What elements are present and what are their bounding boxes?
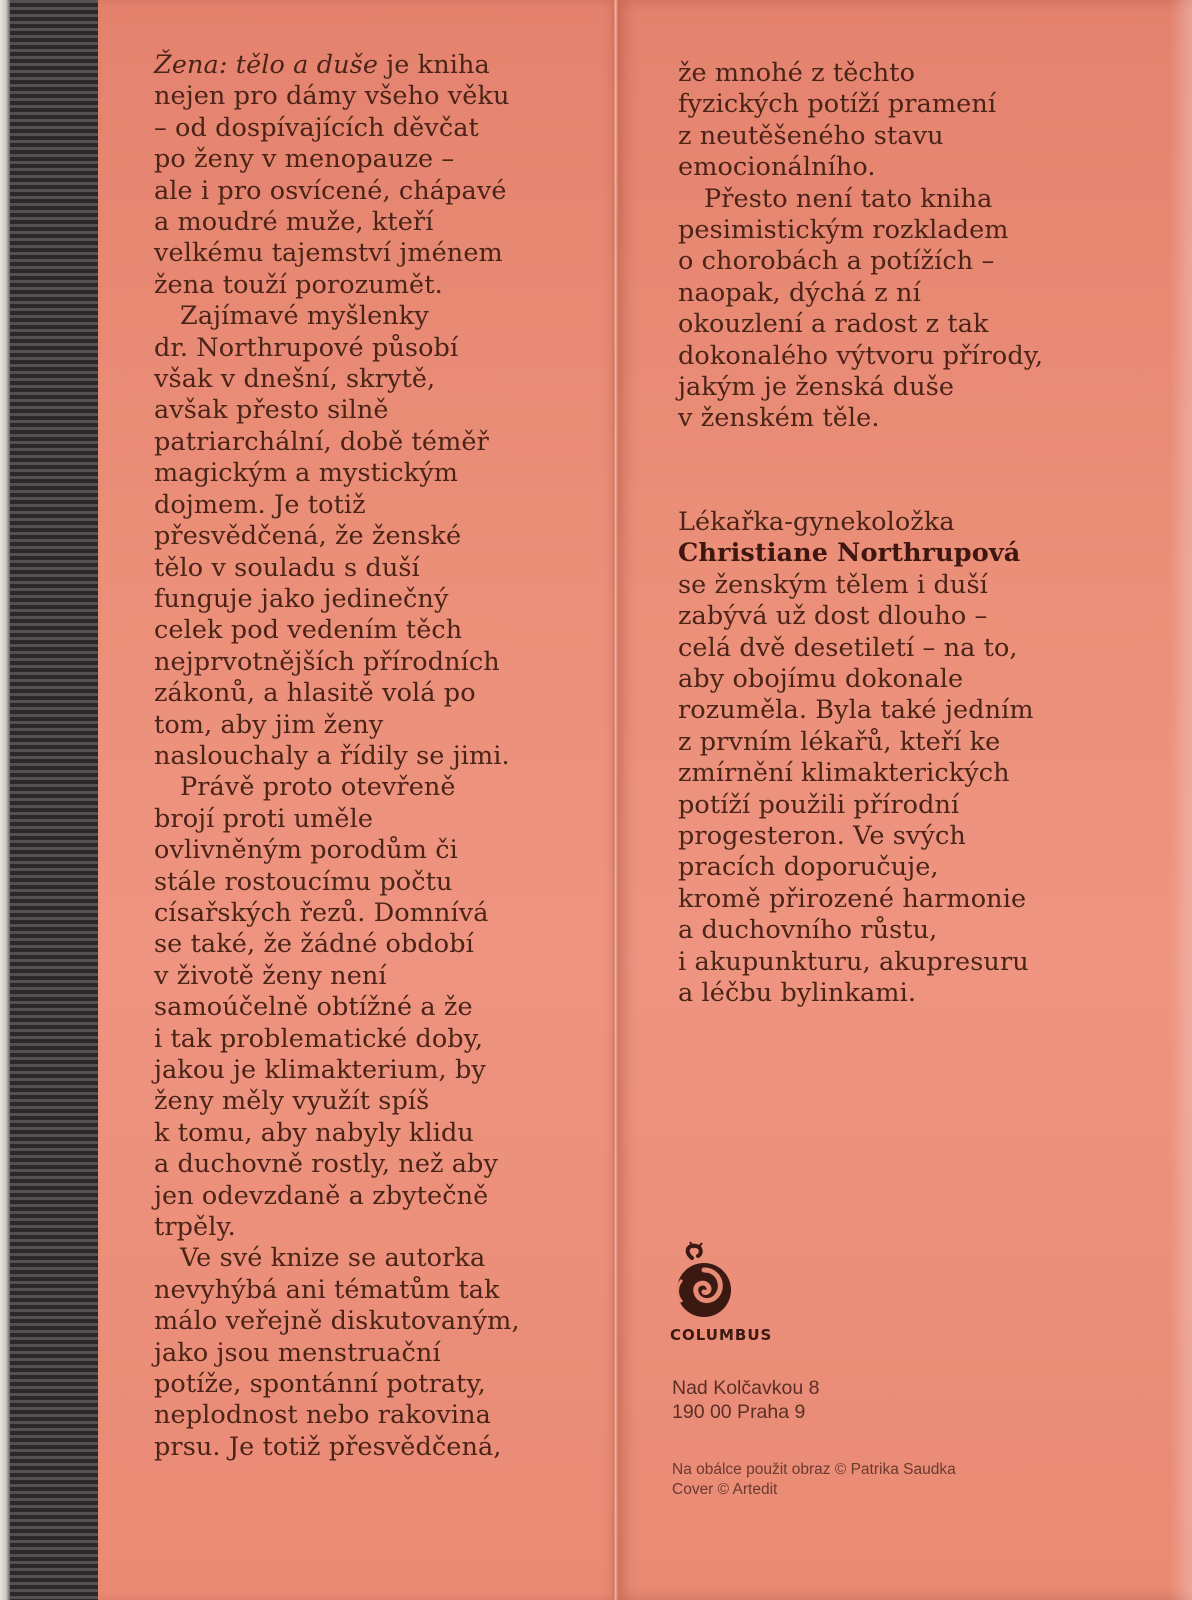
- publisher-logo-text: COLUMBUS: [670, 1326, 773, 1344]
- thoughts-paragraph: Zajímavé myšlenky dr. Northrupové působí však v dnešní, skrytě, avšak přesto silně patriarchální, době téměř magickým a mystickým dojmem. Je totiž přesvědčená, že ženské tělo v souladu s duší funguje jako jedinečný celek pod vedením těch nejprvotnějších přírodních zákonů, a hlasitě volá po tom, aby jim ženy naslouchaly a řídily se jimi.: [154, 301, 510, 771]
- page-edge: [0, 0, 10, 1600]
- left-cover-panel: [98, 0, 618, 1600]
- optimism-paragraph: Přesto není tato kniha pesimistickým rozkladem o chorobách a potížích – naopak, dýchá z ní okouzlení a radost z tak dokonalého výtvoru přírody, jakým je ženská duše v ženském těle.: [678, 183, 1044, 434]
- intro-paragraph: [154, 50, 618, 301]
- book-title-inline: Žena: tělo a duše: [154, 50, 387, 80]
- cover-credits: Na obálce použit obraz © Patrika Saudka Cover © Artedit: [672, 1461, 956, 1498]
- author-bio-intro: Lékařka-gynekoložka: [678, 506, 955, 537]
- childbirth-paragraph: Právě proto otevřeně brojí proti uměle ovlivněným porodům či stále rostoucímu počtu císařských řezů. Domnívá se také, že žádné období v životě ženy není samoúčelně obtížné a že i tak problematické doby, jakou je klimakterium, by ženy měly využít spíš k tomu, aby nabyly klidu a duchovně rostly, než aby jen odevzdaně a zbytečně trpěly.: [154, 772, 498, 1243]
- intro-paragraph-text: je kniha nejen pro dámy všeho věku – od dospívajících děvčat po ženy v menopauze – ale i pro osvícené, chápavé a moudré muže, kteří velkému tajemství jménem žena touží porozumět.: [154, 50, 510, 300]
- columbus-swirl-icon: [662, 1240, 752, 1320]
- publisher-address: Nad Kolčavkou 8 190 00 Praha 9: [672, 1377, 820, 1423]
- publisher-logo: [662, 1240, 773, 1344]
- author-bio: [678, 507, 1192, 1010]
- flap-fold-line: [613, 0, 618, 1600]
- author-bio-text: se ženským tělem i duší zabývá už dost dlouho – celá dvě desetiletí – na to, aby obojímu dokonale rozuměla. Byla také jedním z prvním lékařů, kteří ke zmírnění klimakterických potíží použili přírodní progesteron. Ve svých pracích doporučuje, kromě přirozené harmonie a duchovního růstu, i akupunkturu, akupresuru a léčbu bylinkami.: [678, 569, 1034, 1008]
- topics-paragraph: Ve své knize se autorka nevyhýbá ani tématům tak málo veřejně diskutovaným, jako jsou menstruační potíže, spontánní potraty, neplodnost nebo rakovina prsu. Je totiž přesvědčená,: [154, 1243, 520, 1462]
- cover-edge: [1170, 0, 1192, 1600]
- author-name: Christiane Northrupová: [678, 538, 1021, 569]
- book-spine-stripes: [0, 0, 100, 1600]
- right-cover-panel: [616, 0, 1192, 1600]
- continuation-paragraph: že mnohé z těchto fyzických potíží pramení z neutěšeného stavu emocionálního.: [678, 58, 997, 183]
